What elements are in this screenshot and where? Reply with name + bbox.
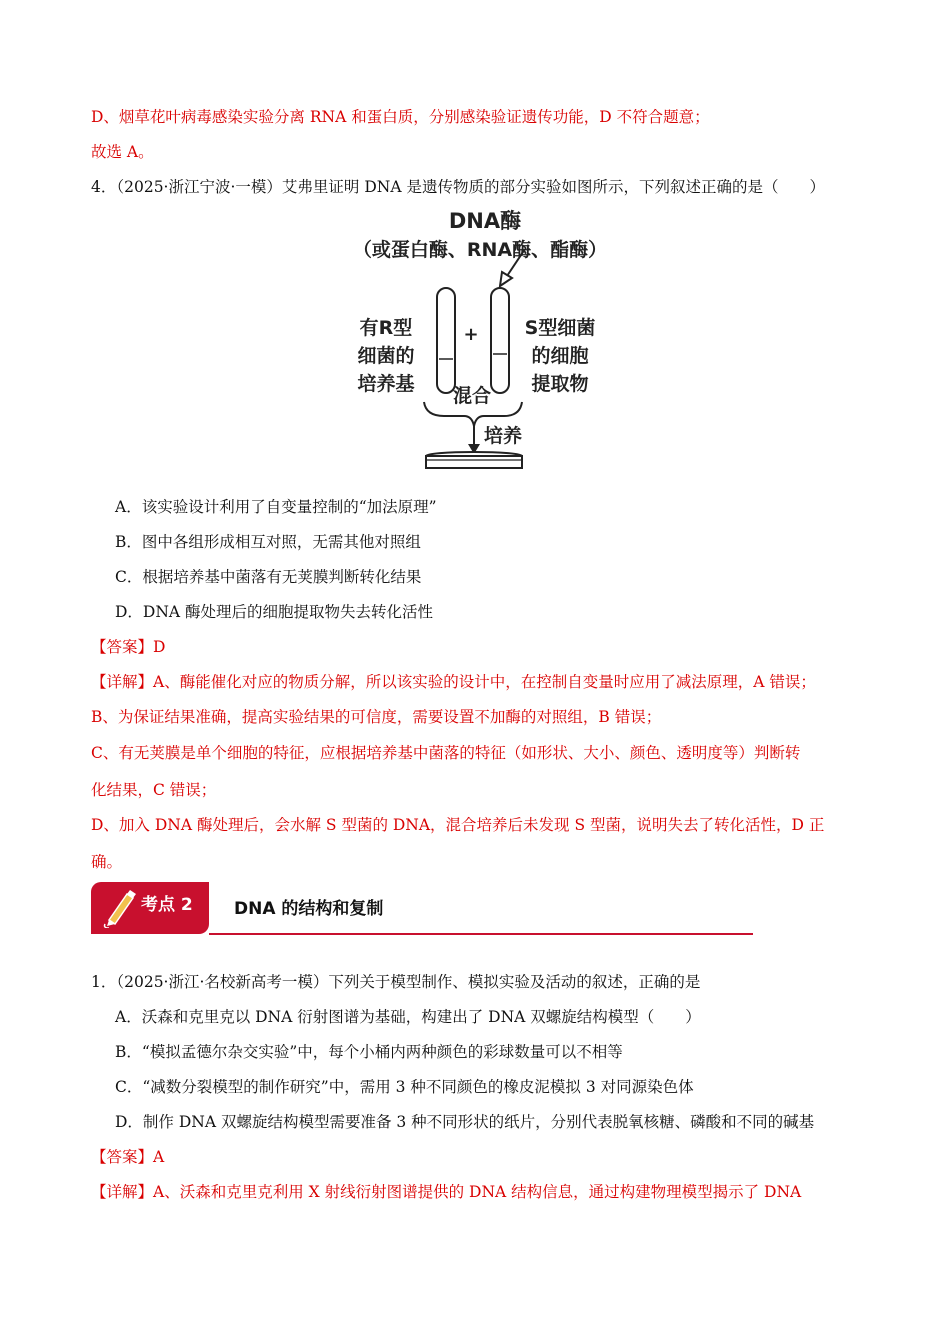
q4-answer: 【答案】D — [91, 638, 166, 656]
right-label-1: S型细菌 — [524, 317, 596, 339]
q1-option-a: A．沃森和克里克以 DNA 衍射图谱为基础，构建出了 DNA 双螺旋结构模型（ ） — [115, 1008, 701, 1026]
q4-option-b: B．图中各组形成相互对照，无需其他对照组 — [115, 533, 421, 551]
q1-option-c: C．“减数分裂模型的制作研究”中，需用 3 种不同颜色的橡皮泥模拟 3 对同源染色体 — [115, 1078, 694, 1096]
q4-explanation-1: 【详解】A、酶能催化对应的物质分解，所以该实验的设计中，在控制自变量时应用了减法原理，A 错误； — [91, 673, 816, 691]
section-banner — [91, 882, 753, 938]
right-label-3: 提取物 — [531, 373, 589, 395]
q4-explanation-6: 确。 — [91, 853, 123, 871]
pencil-icon — [101, 888, 137, 928]
left-label-1: 有R型 — [359, 317, 413, 339]
figure-title: DNA酶 — [448, 209, 522, 233]
section-title: DNA 的结构和复制 — [234, 899, 384, 919]
left-test-tube — [437, 288, 455, 393]
prev-explanation-line: D、烟草花叶病毒感染实验分离 RNA 和蛋白质，分别感染验证遗传功能，D 不符合题意； — [91, 108, 710, 126]
q1-option-b: B．“模拟孟德尔杂交实验”中，每个小桶内两种颜色的彩球数量可以不相等 — [115, 1043, 623, 1061]
right-label-2: 的细胞 — [531, 345, 589, 367]
plus-sign: + — [463, 324, 479, 345]
section-label: 考点 2 — [141, 895, 193, 915]
q1-explanation-1: 【详解】A、沃森和克里克利用 X 射线衍射图谱提供的 DNA 结构信息，通过构建物理模型揭示了 DNA — [91, 1183, 802, 1201]
q4-option-a: A．该实验设计利用了自变量控制的“加法原理” — [115, 498, 437, 516]
q4-explanation-2: B、为保证结果准确，提高实验结果的可信度，需要设置不加酶的对照组，B 错误； — [91, 708, 662, 726]
culture-label: 培养 — [483, 425, 523, 447]
question-1-stem: 1．（2025·浙江·名校新高考一模）下列关于模型制作、模拟实验及活动的叙述，正确的是 — [91, 973, 701, 991]
q1-answer: 【答案】A — [91, 1148, 165, 1166]
experiment-figure — [340, 204, 640, 474]
q4-option-d: D．DNA 酶处理后的细胞提取物失去转化活性 — [115, 603, 434, 621]
q4-explanation-3: C、有无荚膜是单个细胞的特征，应根据培养基中菌落的特征（如形状、大小、颜色、透明度等）判断转 — [91, 744, 801, 762]
question-4-stem: 4．（2025·浙江宁波·一模）艾弗里证明 DNA 是遗传物质的部分实验如图所示，下列叙述正确的是（ ） — [91, 178, 825, 196]
q1-option-d: D．制作 DNA 双螺旋结构模型需要准备 3 种不同形状的纸片，分别代表脱氧核糖、磷酸和不同的碱基 — [115, 1113, 815, 1131]
left-label-3: 培养基 — [357, 373, 415, 395]
q4-explanation-4: 化结果，C 错误； — [91, 781, 217, 799]
petri-dish — [426, 452, 522, 468]
left-label-2: 细菌的 — [357, 345, 415, 367]
mix-label: 混合 — [452, 385, 492, 407]
section-rule — [209, 933, 753, 935]
q4-option-c: C．根据培养基中菌落有无荚膜判断转化结果 — [115, 568, 422, 586]
figure-subtitle: （或蛋白酶、RNA酶、酯酶） — [352, 239, 608, 261]
q4-explanation-5: D、加入 DNA 酶处理后，会水解 S 型菌的 DNA，混合培养后未发现 S 型菌，说明失去了转化活性，D 正 — [91, 816, 825, 834]
prev-conclusion-line: 故选 A。 — [91, 143, 154, 161]
right-test-tube — [491, 288, 509, 393]
